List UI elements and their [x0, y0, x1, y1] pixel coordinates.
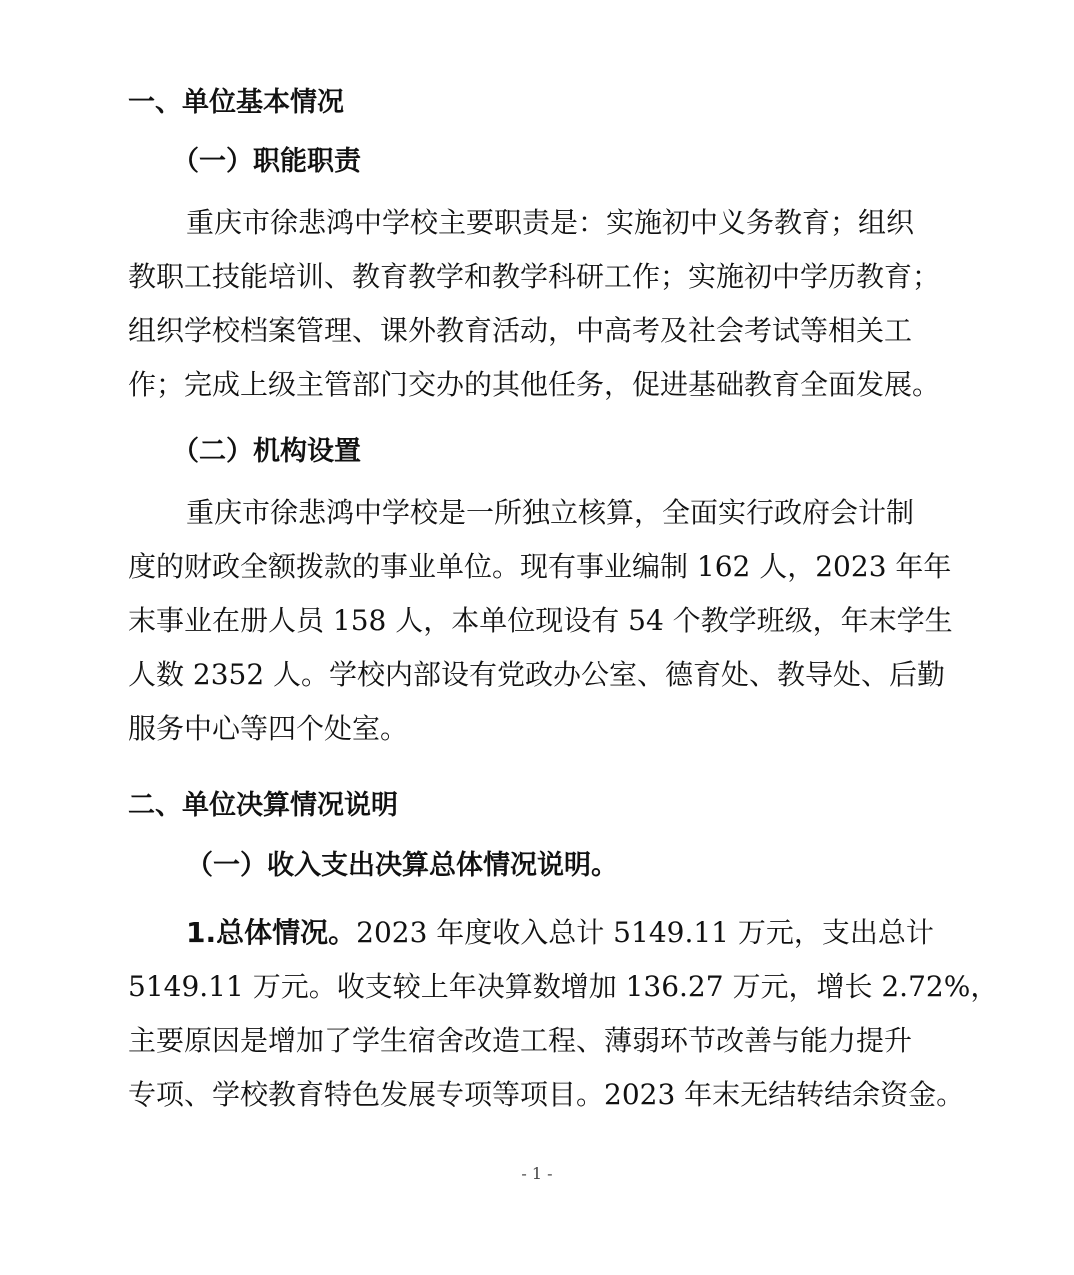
- paragraph-functions: [128, 196, 948, 412]
- section-heading-2: 二、单位决算情况说明: [128, 790, 398, 821]
- paragraph-line-text: 2023 年度收入总计 5149.11 万元，支出总计: [356, 916, 934, 949]
- subsection-heading-overall: （一）收入支出决算总体情况说明。: [186, 850, 618, 881]
- paragraph-line: 度的财政全额拨款的事业单位。现有事业编制 162 人，2023 年年: [128, 550, 952, 583]
- section-heading-1: 一、单位基本情况: [128, 87, 344, 118]
- page-number: - 1 -: [521, 1164, 553, 1183]
- paragraph-line: 教职工技能培训、教育教学和教学科研工作；实施初中学历教育；: [128, 260, 941, 293]
- paragraph-overall: [128, 906, 999, 1122]
- paragraph-line: 末事业在册人员 158 人，本单位现设有 54 个教学班级，年末学生: [128, 604, 953, 637]
- paragraph-line: 人数 2352 人。学校内部设有党政办公室、德育处、教导处、后勤: [128, 658, 946, 691]
- paragraph-line: [128, 906, 948, 960]
- paragraph-line: 组织学校档案管理、课外教育活动，中高考及社会考试等相关工: [128, 314, 913, 347]
- paragraph-line: 作；完成上级主管部门交办的其他任务，促进基础教育全面发展。: [128, 368, 941, 401]
- paragraph-line: 5149.11 万元。收支较上年决算数增加 136.27 万元，增长 2.72%，: [128, 970, 999, 1003]
- paragraph-line: 服务中心等四个处室。: [128, 712, 409, 745]
- subsection-heading-functions: （一）职能职责: [172, 146, 361, 177]
- subsection-heading-organization: （二）机构设置: [172, 436, 361, 467]
- paragraph-line: 重庆市徐悲鸿中学校是一所独立核算，全面实行政府会计制: [186, 496, 915, 529]
- paragraph-line: 专项、学校教育特色发展专项等项目。2023 年末无结转结余资金。: [128, 1078, 965, 1111]
- paragraph-lead: 1.总体情况。: [186, 916, 357, 949]
- paragraph-line: 重庆市徐悲鸿中学校主要职责是：实施初中义务教育；组织: [186, 206, 915, 239]
- paragraph-organization: [128, 486, 953, 756]
- paragraph-line: 主要原因是增加了学生宿舍改造工程、薄弱环节改善与能力提升: [128, 1024, 913, 1057]
